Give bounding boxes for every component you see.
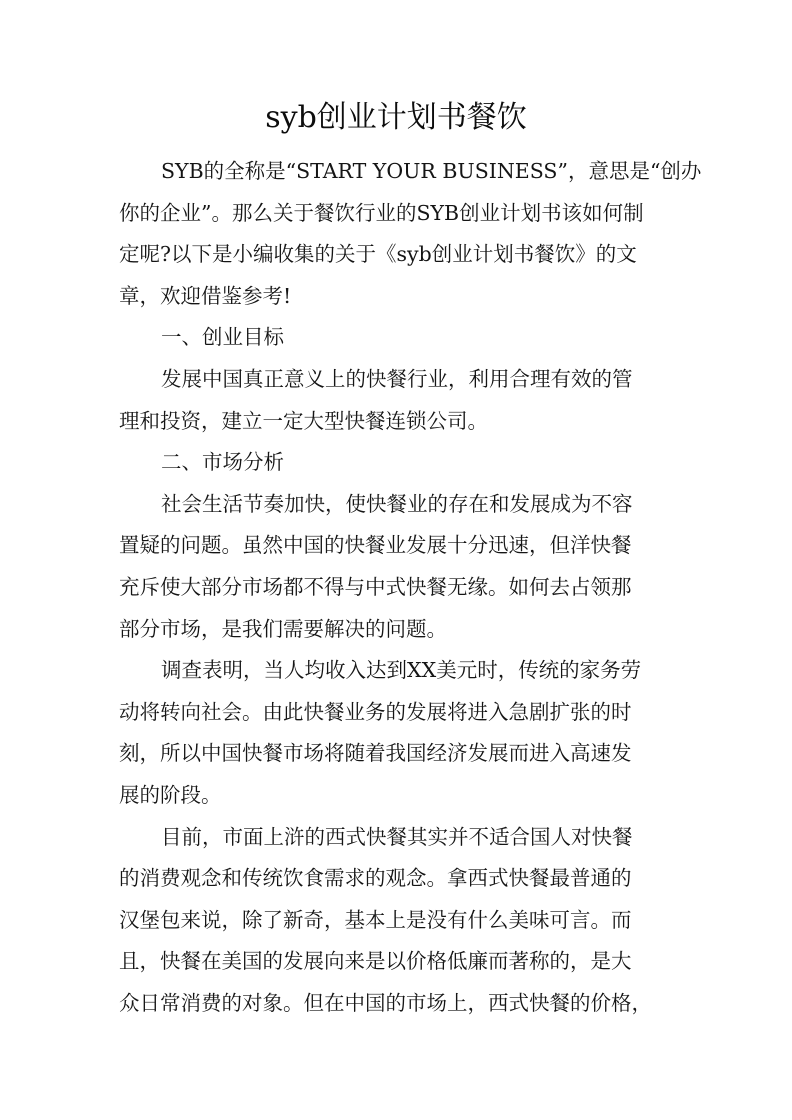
text-line: 众日常消费的对象。但在中国的市场上，西式快餐的价格， [119,990,652,1015]
text-line: 置疑的问题。虽然中国的快餐业发展十分迅速，但洋快餐 [119,533,632,558]
paragraph-intro [119,151,702,317]
text-line: 且，快餐在美国的发展向来是以价格低廉而著称的，是大 [119,949,632,974]
paragraph-goals [119,359,679,442]
text-line: 你的企业”。那么关于餐饮行业的SYB创业计划书该如何制 [119,200,644,225]
paragraph-market-3 [119,817,679,1025]
heading-text: 一、创业目标 [161,325,284,350]
text-line: 理和投资，建立一定大型快餐连锁公司。 [119,408,488,433]
text-line: 部分市场，是我们需要解决的问题。 [119,616,447,641]
text-line: 社会生活节奏加快，使快餐业的存在和发展成为不容 [161,491,633,516]
text-line: 刻，所以中国快餐市场将随着我国经济发展而进入高速发 [119,741,632,766]
text-line: 的消费观念和传统饮食需求的观念。拿西式快餐最普通的 [119,866,632,891]
text-line: 充斥使大部分市场都不得与中式快餐无缘。如何去占领那 [119,574,632,599]
text-line: 发展中国真正意义上的快餐行业，利用合理有效的管 [161,366,633,391]
text-line: 调查表明，当人均收入达到XX美元时，传统的家务劳 [161,658,642,683]
paragraph-market-2 [119,650,679,816]
text-line: SYB的全称是“START YOUR BUSINESS”，意思是“创办 [161,159,702,183]
text-line: 定呢?以下是小编收集的关于《syb创业计划书餐饮》的文 [119,242,637,267]
text-line: 展的阶段。 [119,782,222,807]
document-body [119,151,702,1024]
text-line: 动将转向社会。由此快餐业务的发展将进入急剧扩张的时 [119,699,632,724]
document-title: syb创业计划书餐饮 [265,100,527,135]
text-line: 章，欢迎借鉴参考! [119,283,292,308]
section-heading-market-analysis [119,442,679,484]
paragraph-market-1 [119,484,679,650]
section-heading-goals [119,317,679,359]
text-line: 汉堡包来说，除了新奇，基本上是没有什么美味可言。而 [119,907,632,932]
text-line: 目前，市面上浒的西式快餐其实并不适合国人对快餐 [161,824,633,849]
heading-text: 二、市场分析 [161,450,284,475]
